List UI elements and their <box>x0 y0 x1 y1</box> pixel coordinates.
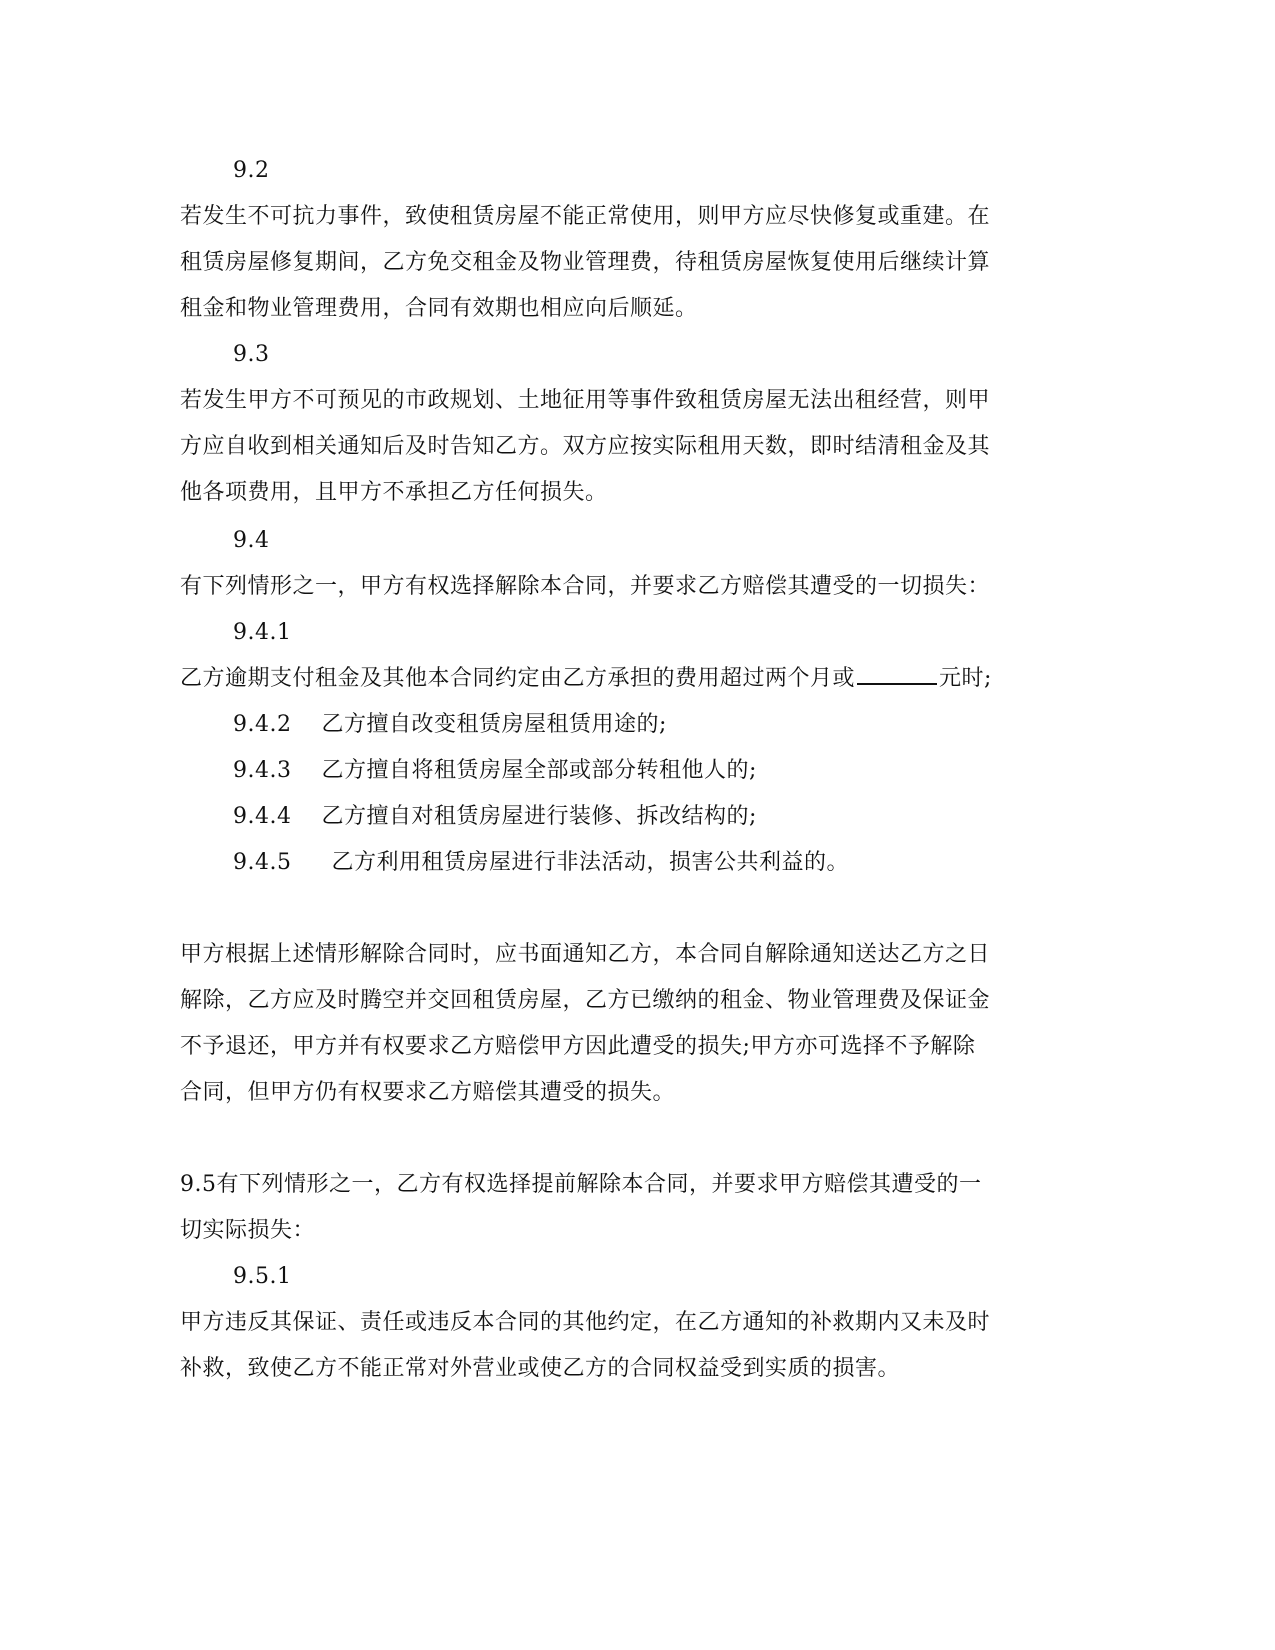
clause-text: 乙方擅自改变租赁房屋租赁用途的; <box>321 712 667 737</box>
section-number-9-3: 9.3 <box>233 342 270 367</box>
paragraph-line: 若发生甲方不可预见的市政规划、土地征用等事件致租赁房屋无法出租经营，则甲 <box>180 388 991 413</box>
paragraph-line: 解除，乙方应及时腾空并交回租赁房屋，乙方已缴纳的租金、物业管理费及保证金 <box>180 988 991 1013</box>
clause-9-4-4 <box>233 802 1133 832</box>
clause-text: 乙方擅自对租赁房屋进行装修、拆改结构的; <box>321 804 757 829</box>
clause-text: 乙方擅自将租赁房屋全部或部分转租他人的; <box>321 758 757 783</box>
clause-9-4-2 <box>233 710 1133 740</box>
paragraph-line: 若发生不可抗力事件，致使租赁房屋不能正常使用，则甲方应尽快修复或重建。在 <box>180 204 991 229</box>
paragraph-line: 方应自收到相关通知后及时告知乙方。双方应按实际租用天数，即时结清租金及其 <box>180 434 991 459</box>
clause-number: 9.4.4 <box>233 804 292 829</box>
paragraph-line: 他各项费用，且甲方不承担乙方任何损失。 <box>180 480 608 505</box>
fill-in-blank <box>857 665 937 685</box>
paragraph-line: 甲方根据上述情形解除合同时，应书面通知乙方，本合同自解除通知送达乙方之日 <box>180 942 991 967</box>
clause-text: 乙方利用租赁房屋进行非法活动，损害公共利益的。 <box>331 850 849 875</box>
clause-9-4-5 <box>233 848 1133 878</box>
section-number-9-4-1: 9.4.1 <box>233 620 292 645</box>
clause-9-4-3 <box>233 756 1133 786</box>
paragraph-line: 合同，但甲方仍有权要求乙方赔偿其遭受的损失。 <box>180 1080 676 1105</box>
clause-number: 9.4.3 <box>233 758 292 783</box>
clause-text: 乙方逾期支付租金及其他本合同约定由乙方承担的费用超过两个月或 <box>180 666 856 691</box>
section-number-9-4: 9.4 <box>233 528 270 553</box>
clause-number: 9.4.2 <box>233 712 292 737</box>
clause-number: 9.4.5 <box>233 850 292 875</box>
clause-text: 元时; <box>939 666 992 691</box>
paragraph-line: 租赁房屋修复期间，乙方免交租金及物业管理费，待租赁房屋恢复使用后继续计算 <box>180 250 991 275</box>
section-number-9-2: 9.2 <box>233 158 270 183</box>
paragraph-line: 甲方违反其保证、责任或违反本合同的其他约定，在乙方通知的补救期内又未及时 <box>180 1310 991 1335</box>
paragraph-line: 有下列情形之一，甲方有权选择解除本合同，并要求乙方赔偿其遭受的一切损失： <box>180 574 991 599</box>
section-number-9-5-1: 9.5.1 <box>233 1264 292 1289</box>
paragraph-line: 不予退还，甲方并有权要求乙方赔偿甲方因此遭受的损失;甲方亦可选择不予解除 <box>180 1034 976 1059</box>
paragraph-line: 补救，致使乙方不能正常对外营业或使乙方的合同权益受到实质的损害。 <box>180 1356 901 1381</box>
clause-9-4-1-line <box>180 664 1080 694</box>
paragraph-line: 9.5有下列情形之一，乙方有权选择提前解除本合同，并要求甲方赔偿其遭受的一 <box>180 1172 982 1197</box>
paragraph-line: 租金和物业管理费用，合同有效期也相应向后顺延。 <box>180 296 698 321</box>
paragraph-line: 切实际损失： <box>180 1218 316 1243</box>
